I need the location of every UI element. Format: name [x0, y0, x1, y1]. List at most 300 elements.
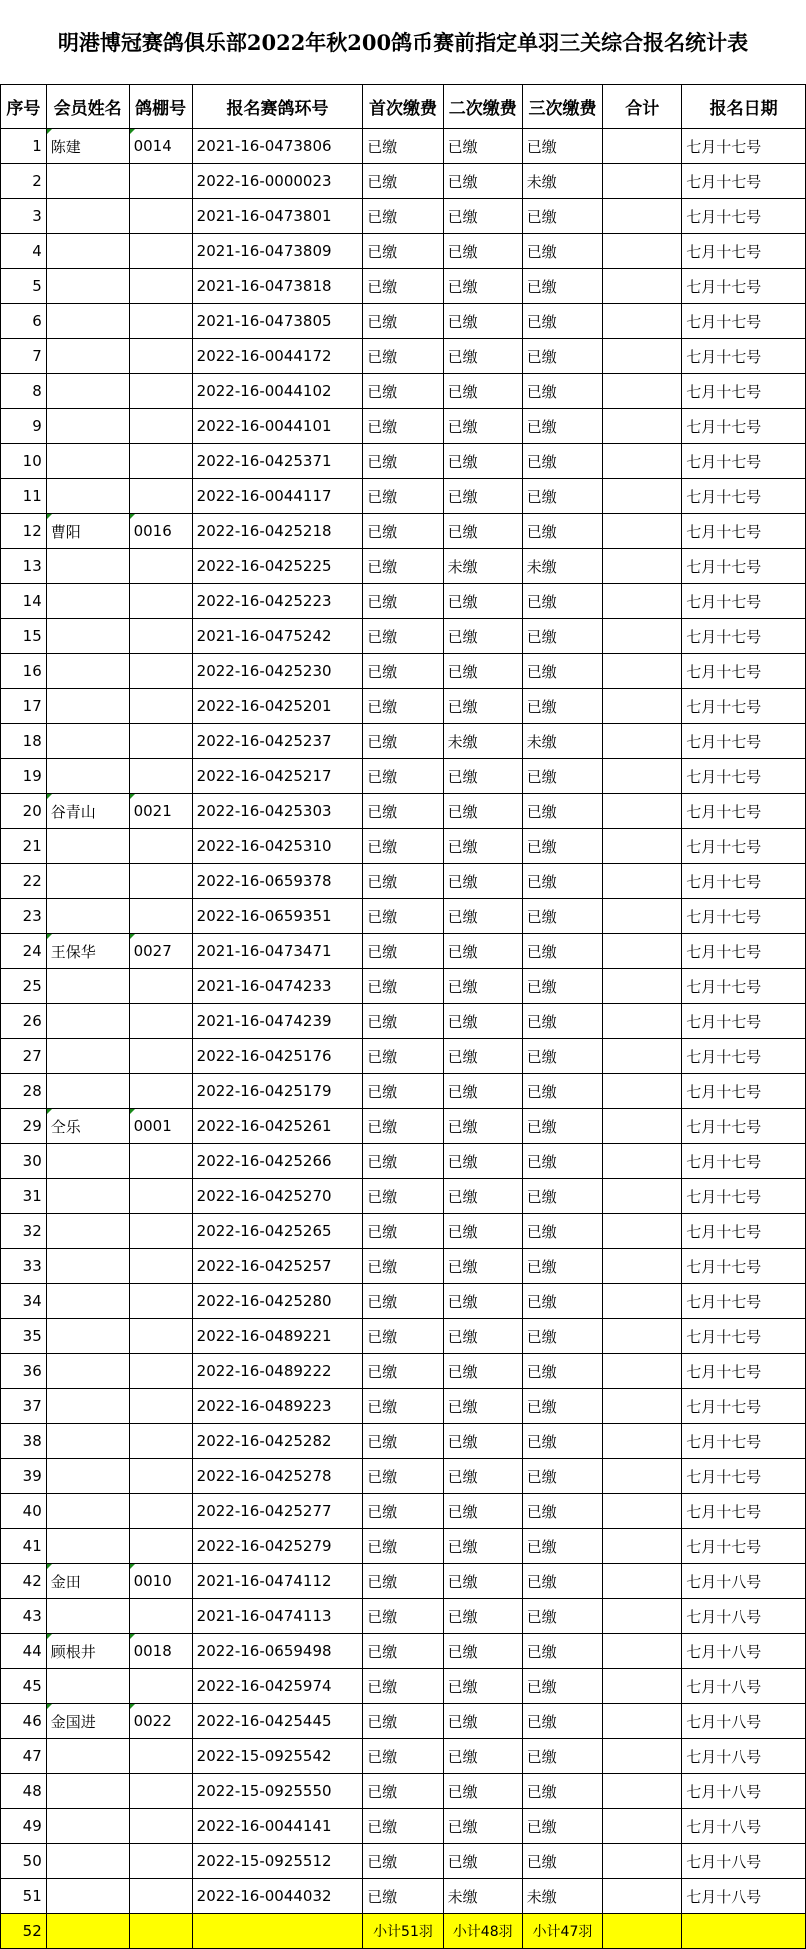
cell-member-name[interactable]: [46, 199, 129, 234]
cell-seq[interactable]: 27: [1, 1039, 47, 1074]
cell-seq[interactable]: 11: [1, 479, 47, 514]
cell-first-payment[interactable]: 已缴: [363, 1774, 443, 1809]
cell-ring-number[interactable]: 2022-16-0489223: [192, 1389, 363, 1424]
cell-third-payment[interactable]: 已缴: [522, 1809, 602, 1844]
cell-ring-number[interactable]: 2022-16-0425266: [192, 1144, 363, 1179]
cell-registration-date[interactable]: 七月十七号: [682, 1319, 806, 1354]
cell-member-name[interactable]: [46, 619, 129, 654]
cell-seq[interactable]: 52: [1, 1914, 47, 1949]
cell-seq[interactable]: 43: [1, 1599, 47, 1634]
cell-first-payment[interactable]: 已缴: [363, 689, 443, 724]
cell-coop-number[interactable]: [129, 969, 192, 1004]
cell-first-payment[interactable]: 已缴: [363, 934, 443, 969]
cell-first-payment[interactable]: 已缴: [363, 1249, 443, 1284]
cell-member-name[interactable]: [46, 759, 129, 794]
cell-seq[interactable]: 41: [1, 1529, 47, 1564]
cell-ring-number[interactable]: 2021-16-0473805: [192, 304, 363, 339]
cell-third-payment[interactable]: 已缴: [522, 1284, 602, 1319]
cell-second-payment[interactable]: 已缴: [443, 829, 522, 864]
cell-first-payment[interactable]: 已缴: [363, 1844, 443, 1879]
cell-third-payment[interactable]: 已缴: [522, 1319, 602, 1354]
cell-second-payment[interactable]: 已缴: [443, 514, 522, 549]
cell-coop-number[interactable]: 0027: [129, 934, 192, 969]
cell-coop-number[interactable]: [129, 549, 192, 584]
cell-registration-date[interactable]: 七月十七号: [682, 654, 806, 689]
cell-third-payment[interactable]: 已缴: [522, 1739, 602, 1774]
cell-second-payment[interactable]: 已缴: [443, 1214, 522, 1249]
cell-ring-number[interactable]: 2021-16-0473818: [192, 269, 363, 304]
cell-member-name[interactable]: 金田: [46, 1564, 129, 1599]
cell-member-name[interactable]: [46, 339, 129, 374]
cell-third-payment[interactable]: 已缴: [522, 619, 602, 654]
cell-second-payment[interactable]: 已缴: [443, 1074, 522, 1109]
cell-seq[interactable]: 24: [1, 934, 47, 969]
cell-second-payment[interactable]: 已缴: [443, 269, 522, 304]
cell-registration-date[interactable]: 七月十七号: [682, 1214, 806, 1249]
cell-first-payment[interactable]: 已缴: [363, 1039, 443, 1074]
cell-third-payment[interactable]: 已缴: [522, 1214, 602, 1249]
header-second-payment[interactable]: 二次缴费: [443, 85, 522, 129]
cell-ring-number[interactable]: 2022-16-0425257: [192, 1249, 363, 1284]
cell-second-payment[interactable]: 已缴: [443, 1809, 522, 1844]
cell-first-payment[interactable]: 已缴: [363, 1809, 443, 1844]
cell-total[interactable]: [603, 164, 682, 199]
cell-seq[interactable]: 26: [1, 1004, 47, 1039]
cell-first-payment[interactable]: 已缴: [363, 234, 443, 269]
cell-first-payment[interactable]: 已缴: [363, 129, 443, 164]
cell-seq[interactable]: 23: [1, 899, 47, 934]
cell-member-name[interactable]: [46, 1669, 129, 1704]
cell-total[interactable]: [603, 1389, 682, 1424]
cell-coop-number[interactable]: 0018: [129, 1634, 192, 1669]
cell-third-payment[interactable]: 已缴: [522, 374, 602, 409]
cell-total[interactable]: [603, 1739, 682, 1774]
cell-total[interactable]: [603, 1809, 682, 1844]
cell-ring-number[interactable]: 2022-16-0044101: [192, 409, 363, 444]
cell-ring-number[interactable]: 2022-16-0425310: [192, 829, 363, 864]
cell-coop-number[interactable]: [129, 269, 192, 304]
cell-total[interactable]: [603, 374, 682, 409]
cell-second-payment[interactable]: 已缴: [443, 1739, 522, 1774]
cell-third-payment[interactable]: 已缴: [522, 1144, 602, 1179]
cell-member-name[interactable]: [46, 1914, 129, 1949]
cell-third-payment[interactable]: 已缴: [522, 689, 602, 724]
cell-total[interactable]: [603, 199, 682, 234]
cell-seq[interactable]: 20: [1, 794, 47, 829]
cell-first-payment[interactable]: 已缴: [363, 1739, 443, 1774]
cell-seq[interactable]: 28: [1, 1074, 47, 1109]
cell-registration-date[interactable]: 七月十七号: [682, 759, 806, 794]
cell-first-payment[interactable]: 已缴: [363, 479, 443, 514]
cell-first-payment[interactable]: 已缴: [363, 1494, 443, 1529]
cell-total[interactable]: [603, 724, 682, 759]
cell-second-payment[interactable]: 已缴: [443, 1249, 522, 1284]
cell-seq[interactable]: 6: [1, 304, 47, 339]
cell-ring-number[interactable]: 2021-16-0474239: [192, 1004, 363, 1039]
cell-registration-date[interactable]: 七月十八号: [682, 1634, 806, 1669]
cell-third-payment[interactable]: 已缴: [522, 304, 602, 339]
cell-seq[interactable]: 15: [1, 619, 47, 654]
cell-ring-number[interactable]: 2022-16-0044172: [192, 339, 363, 374]
cell-member-name[interactable]: [46, 234, 129, 269]
cell-coop-number[interactable]: 0014: [129, 129, 192, 164]
cell-member-name[interactable]: [46, 304, 129, 339]
cell-seq[interactable]: 32: [1, 1214, 47, 1249]
cell-second-payment[interactable]: 已缴: [443, 1179, 522, 1214]
cell-second-payment-subtotal[interactable]: 小计48羽: [443, 1914, 522, 1949]
cell-total[interactable]: [603, 1039, 682, 1074]
cell-second-payment[interactable]: 已缴: [443, 339, 522, 374]
cell-member-name[interactable]: [46, 899, 129, 934]
cell-seq[interactable]: 36: [1, 1354, 47, 1389]
cell-total[interactable]: [603, 269, 682, 304]
cell-total[interactable]: [603, 934, 682, 969]
cell-second-payment[interactable]: 已缴: [443, 1319, 522, 1354]
cell-first-payment[interactable]: 已缴: [363, 199, 443, 234]
cell-coop-number[interactable]: [129, 339, 192, 374]
cell-seq[interactable]: 47: [1, 1739, 47, 1774]
cell-seq[interactable]: 29: [1, 1109, 47, 1144]
cell-total[interactable]: [603, 1424, 682, 1459]
cell-total[interactable]: [603, 1774, 682, 1809]
cell-registration-date[interactable]: 七月十七号: [682, 444, 806, 479]
cell-third-payment[interactable]: 已缴: [522, 269, 602, 304]
cell-coop-number[interactable]: [129, 1739, 192, 1774]
cell-member-name[interactable]: [46, 1249, 129, 1284]
cell-seq[interactable]: 25: [1, 969, 47, 1004]
cell-second-payment[interactable]: 已缴: [443, 1039, 522, 1074]
cell-coop-number[interactable]: [129, 724, 192, 759]
cell-coop-number[interactable]: [129, 864, 192, 899]
cell-second-payment[interactable]: 已缴: [443, 1529, 522, 1564]
cell-ring-number[interactable]: 2021-16-0473801: [192, 199, 363, 234]
cell-second-payment[interactable]: 已缴: [443, 479, 522, 514]
cell-coop-number[interactable]: [129, 1144, 192, 1179]
cell-coop-number[interactable]: [129, 689, 192, 724]
cell-second-payment[interactable]: 已缴: [443, 234, 522, 269]
cell-seq[interactable]: 49: [1, 1809, 47, 1844]
cell-coop-number[interactable]: [129, 444, 192, 479]
cell-seq[interactable]: 33: [1, 1249, 47, 1284]
cell-first-payment[interactable]: 已缴: [363, 1109, 443, 1144]
cell-first-payment[interactable]: 已缴: [363, 1424, 443, 1459]
cell-member-name[interactable]: [46, 1144, 129, 1179]
cell-registration-date[interactable]: 七月十八号: [682, 1739, 806, 1774]
cell-seq[interactable]: 19: [1, 759, 47, 794]
cell-ring-number[interactable]: 2022-16-0425270: [192, 1179, 363, 1214]
cell-registration-date[interactable]: 七月十八号: [682, 1564, 806, 1599]
cell-total[interactable]: [603, 129, 682, 164]
cell-ring-number[interactable]: 2021-16-0473809: [192, 234, 363, 269]
cell-total[interactable]: [603, 1109, 682, 1144]
cell-second-payment[interactable]: 已缴: [443, 1634, 522, 1669]
cell-second-payment[interactable]: 已缴: [443, 1774, 522, 1809]
cell-total[interactable]: [603, 1844, 682, 1879]
cell-seq[interactable]: 16: [1, 654, 47, 689]
cell-ring-number[interactable]: 2022-16-0425218: [192, 514, 363, 549]
cell-seq[interactable]: 40: [1, 1494, 47, 1529]
cell-third-payment[interactable]: 已缴: [522, 1004, 602, 1039]
cell-ring-number[interactable]: 2022-15-0925512: [192, 1844, 363, 1879]
cell-coop-number[interactable]: [129, 1354, 192, 1389]
cell-ring-number[interactable]: 2021-16-0474112: [192, 1564, 363, 1599]
cell-third-payment[interactable]: 已缴: [522, 1494, 602, 1529]
cell-second-payment[interactable]: 已缴: [443, 1284, 522, 1319]
cell-third-payment[interactable]: 未缴: [522, 549, 602, 584]
cell-first-payment[interactable]: 已缴: [363, 654, 443, 689]
header-total[interactable]: 合计: [603, 85, 682, 129]
cell-first-payment[interactable]: 已缴: [363, 339, 443, 374]
cell-ring-number[interactable]: 2022-16-0425179: [192, 1074, 363, 1109]
cell-third-payment[interactable]: 未缴: [522, 724, 602, 759]
cell-second-payment[interactable]: 已缴: [443, 1564, 522, 1599]
cell-second-payment[interactable]: 已缴: [443, 899, 522, 934]
cell-third-payment[interactable]: 已缴: [522, 794, 602, 829]
cell-registration-date[interactable]: 七月十七号: [682, 199, 806, 234]
cell-seq[interactable]: 17: [1, 689, 47, 724]
cell-coop-number[interactable]: 0001: [129, 1109, 192, 1144]
cell-first-payment[interactable]: 已缴: [363, 829, 443, 864]
cell-member-name[interactable]: [46, 1599, 129, 1634]
cell-member-name[interactable]: [46, 864, 129, 899]
cell-first-payment[interactable]: 已缴: [363, 409, 443, 444]
cell-seq[interactable]: 48: [1, 1774, 47, 1809]
cell-seq[interactable]: 37: [1, 1389, 47, 1424]
cell-member-name[interactable]: 金国进: [46, 1704, 129, 1739]
cell-coop-number[interactable]: [129, 1039, 192, 1074]
cell-total[interactable]: [603, 1494, 682, 1529]
cell-total[interactable]: [603, 1004, 682, 1039]
cell-member-name[interactable]: [46, 1179, 129, 1214]
cell-second-payment[interactable]: 已缴: [443, 1424, 522, 1459]
cell-member-name[interactable]: [46, 1354, 129, 1389]
cell-registration-date[interactable]: 七月十七号: [682, 934, 806, 969]
cell-coop-number[interactable]: [129, 479, 192, 514]
cell-first-payment[interactable]: 已缴: [363, 444, 443, 479]
cell-third-payment[interactable]: 已缴: [522, 934, 602, 969]
cell-ring-number[interactable]: 2022-16-0425265: [192, 1214, 363, 1249]
cell-ring-number[interactable]: 2022-16-0659351: [192, 899, 363, 934]
cell-second-payment[interactable]: 已缴: [443, 1144, 522, 1179]
cell-ring-number[interactable]: 2021-16-0473471: [192, 934, 363, 969]
cell-coop-number[interactable]: [129, 1424, 192, 1459]
cell-total[interactable]: [603, 1284, 682, 1319]
cell-second-payment[interactable]: 已缴: [443, 1109, 522, 1144]
cell-registration-date[interactable]: 七月十七号: [682, 1354, 806, 1389]
cell-total[interactable]: [603, 654, 682, 689]
cell-registration-date[interactable]: 七月十八号: [682, 1669, 806, 1704]
cell-seq[interactable]: 8: [1, 374, 47, 409]
cell-first-payment[interactable]: 已缴: [363, 1004, 443, 1039]
cell-seq[interactable]: 34: [1, 1284, 47, 1319]
cell-ring-number[interactable]: 2022-16-0425445: [192, 1704, 363, 1739]
cell-coop-number[interactable]: 0010: [129, 1564, 192, 1599]
cell-seq[interactable]: 51: [1, 1879, 47, 1914]
cell-ring-number[interactable]: 2022-16-0489222: [192, 1354, 363, 1389]
cell-third-payment[interactable]: 已缴: [522, 339, 602, 374]
cell-second-payment[interactable]: 未缴: [443, 549, 522, 584]
cell-first-payment[interactable]: 已缴: [363, 969, 443, 1004]
cell-third-payment[interactable]: 已缴: [522, 759, 602, 794]
cell-first-payment[interactable]: 已缴: [363, 1459, 443, 1494]
cell-registration-date[interactable]: 七月十七号: [682, 1459, 806, 1494]
cell-member-name[interactable]: [46, 1844, 129, 1879]
cell-ring-number[interactable]: 2022-16-0044141: [192, 1809, 363, 1844]
cell-third-payment[interactable]: 已缴: [522, 479, 602, 514]
cell-seq[interactable]: 31: [1, 1179, 47, 1214]
cell-first-payment[interactable]: 已缴: [363, 269, 443, 304]
cell-third-payment[interactable]: 已缴: [522, 1669, 602, 1704]
cell-third-payment[interactable]: 已缴: [522, 969, 602, 1004]
cell-seq[interactable]: 21: [1, 829, 47, 864]
cell-total[interactable]: [603, 759, 682, 794]
cell-member-name[interactable]: 曹阳: [46, 514, 129, 549]
cell-second-payment[interactable]: 已缴: [443, 1494, 522, 1529]
cell-third-payment[interactable]: 已缴: [522, 654, 602, 689]
cell-registration-date[interactable]: 七月十七号: [682, 829, 806, 864]
cell-first-payment[interactable]: 已缴: [363, 899, 443, 934]
cell-ring-number[interactable]: 2022-16-0425217: [192, 759, 363, 794]
cell-third-payment[interactable]: 已缴: [522, 864, 602, 899]
cell-third-payment[interactable]: 已缴: [522, 1039, 602, 1074]
cell-seq[interactable]: 50: [1, 1844, 47, 1879]
cell-member-name[interactable]: [46, 549, 129, 584]
cell-first-payment[interactable]: 已缴: [363, 1599, 443, 1634]
cell-member-name[interactable]: [46, 689, 129, 724]
cell-second-payment[interactable]: 已缴: [443, 934, 522, 969]
cell-first-payment[interactable]: 已缴: [363, 1564, 443, 1599]
cell-first-payment[interactable]: 已缴: [363, 549, 443, 584]
cell-coop-number[interactable]: 0022: [129, 1704, 192, 1739]
cell-registration-date[interactable]: 七月十七号: [682, 514, 806, 549]
cell-third-payment-subtotal[interactable]: 小计47羽: [522, 1914, 602, 1949]
cell-first-payment[interactable]: 已缴: [363, 1389, 443, 1424]
cell-third-payment[interactable]: 已缴: [522, 829, 602, 864]
cell-total[interactable]: [603, 689, 682, 724]
cell-third-payment[interactable]: 已缴: [522, 1599, 602, 1634]
cell-second-payment[interactable]: 已缴: [443, 1389, 522, 1424]
cell-coop-number[interactable]: [129, 1879, 192, 1914]
cell-registration-date[interactable]: 七月十七号: [682, 1074, 806, 1109]
cell-ring-number[interactable]: 2022-16-0425201: [192, 689, 363, 724]
cell-coop-number[interactable]: [129, 199, 192, 234]
cell-third-payment[interactable]: 已缴: [522, 1564, 602, 1599]
cell-ring-number[interactable]: 2022-16-0425278: [192, 1459, 363, 1494]
cell-registration-date[interactable]: 七月十七号: [682, 584, 806, 619]
cell-ring-number[interactable]: 2022-16-0425176: [192, 1039, 363, 1074]
cell-seq[interactable]: 3: [1, 199, 47, 234]
cell-second-payment[interactable]: 已缴: [443, 689, 522, 724]
cell-total[interactable]: [603, 514, 682, 549]
cell-member-name[interactable]: [46, 584, 129, 619]
cell-member-name[interactable]: 王保华: [46, 934, 129, 969]
cell-first-payment[interactable]: 已缴: [363, 1319, 443, 1354]
cell-registration-date[interactable]: 七月十七号: [682, 899, 806, 934]
cell-total[interactable]: [603, 339, 682, 374]
cell-coop-number[interactable]: [129, 1179, 192, 1214]
cell-third-payment[interactable]: 未缴: [522, 164, 602, 199]
cell-seq[interactable]: 7: [1, 339, 47, 374]
cell-first-payment[interactable]: 已缴: [363, 304, 443, 339]
cell-ring-number[interactable]: 2022-16-0425282: [192, 1424, 363, 1459]
cell-second-payment[interactable]: 已缴: [443, 444, 522, 479]
cell-registration-date[interactable]: 七月十七号: [682, 969, 806, 1004]
cell-seq[interactable]: 13: [1, 549, 47, 584]
cell-total[interactable]: [603, 549, 682, 584]
cell-registration-date[interactable]: 七月十七号: [682, 374, 806, 409]
cell-member-name[interactable]: [46, 374, 129, 409]
cell-total[interactable]: [603, 1074, 682, 1109]
cell-seq[interactable]: 38: [1, 1424, 47, 1459]
cell-coop-number[interactable]: [129, 374, 192, 409]
cell-total[interactable]: [603, 479, 682, 514]
cell-ring-number[interactable]: 2021-16-0474113: [192, 1599, 363, 1634]
cell-coop-number[interactable]: [129, 584, 192, 619]
cell-ring-number[interactable]: 2022-15-0925550: [192, 1774, 363, 1809]
cell-ring-number[interactable]: [192, 1914, 363, 1949]
cell-total[interactable]: [603, 794, 682, 829]
cell-first-payment[interactable]: 已缴: [363, 1144, 443, 1179]
header-member-name[interactable]: 会员姓名: [46, 85, 129, 129]
cell-member-name[interactable]: [46, 1004, 129, 1039]
cell-ring-number[interactable]: 2022-16-0659378: [192, 864, 363, 899]
cell-first-payment[interactable]: 已缴: [363, 374, 443, 409]
cell-third-payment[interactable]: 已缴: [522, 584, 602, 619]
cell-coop-number[interactable]: [129, 1004, 192, 1039]
cell-coop-number[interactable]: [129, 1844, 192, 1879]
cell-first-payment[interactable]: 已缴: [363, 1284, 443, 1319]
cell-registration-date[interactable]: 七月十七号: [682, 1389, 806, 1424]
cell-registration-date[interactable]: 七月十七号: [682, 689, 806, 724]
cell-first-payment[interactable]: 已缴: [363, 164, 443, 199]
cell-second-payment[interactable]: 已缴: [443, 164, 522, 199]
cell-ring-number[interactable]: 2022-16-0425279: [192, 1529, 363, 1564]
cell-member-name[interactable]: [46, 1284, 129, 1319]
cell-second-payment[interactable]: 已缴: [443, 1004, 522, 1039]
cell-second-payment[interactable]: 未缴: [443, 1879, 522, 1914]
cell-registration-date[interactable]: 七月十七号: [682, 1004, 806, 1039]
cell-total[interactable]: [603, 1249, 682, 1284]
cell-seq[interactable]: 30: [1, 1144, 47, 1179]
cell-total[interactable]: [603, 409, 682, 444]
cell-coop-number[interactable]: [129, 409, 192, 444]
cell-ring-number[interactable]: 2022-16-0425277: [192, 1494, 363, 1529]
cell-member-name[interactable]: [46, 1214, 129, 1249]
cell-member-name[interactable]: 仝乐: [46, 1109, 129, 1144]
cell-first-payment[interactable]: 已缴: [363, 1074, 443, 1109]
cell-coop-number[interactable]: [129, 619, 192, 654]
cell-total[interactable]: [603, 1144, 682, 1179]
cell-registration-date[interactable]: 七月十七号: [682, 549, 806, 584]
cell-coop-number[interactable]: [129, 829, 192, 864]
cell-coop-number[interactable]: [129, 1074, 192, 1109]
cell-registration-date[interactable]: 七月十七号: [682, 724, 806, 759]
cell-member-name[interactable]: [46, 1319, 129, 1354]
cell-seq[interactable]: 44: [1, 1634, 47, 1669]
cell-total[interactable]: [603, 234, 682, 269]
cell-third-payment[interactable]: 已缴: [522, 1424, 602, 1459]
cell-coop-number[interactable]: [129, 1774, 192, 1809]
cell-first-payment[interactable]: 已缴: [363, 619, 443, 654]
cell-registration-date[interactable]: 七月十七号: [682, 479, 806, 514]
cell-ring-number[interactable]: 2022-16-0425225: [192, 549, 363, 584]
cell-total[interactable]: [603, 969, 682, 1004]
cell-total[interactable]: [603, 584, 682, 619]
cell-ring-number[interactable]: 2022-16-0044032: [192, 1879, 363, 1914]
cell-coop-number[interactable]: [129, 234, 192, 269]
cell-registration-date[interactable]: 七月十八号: [682, 1599, 806, 1634]
cell-coop-number[interactable]: [129, 1459, 192, 1494]
